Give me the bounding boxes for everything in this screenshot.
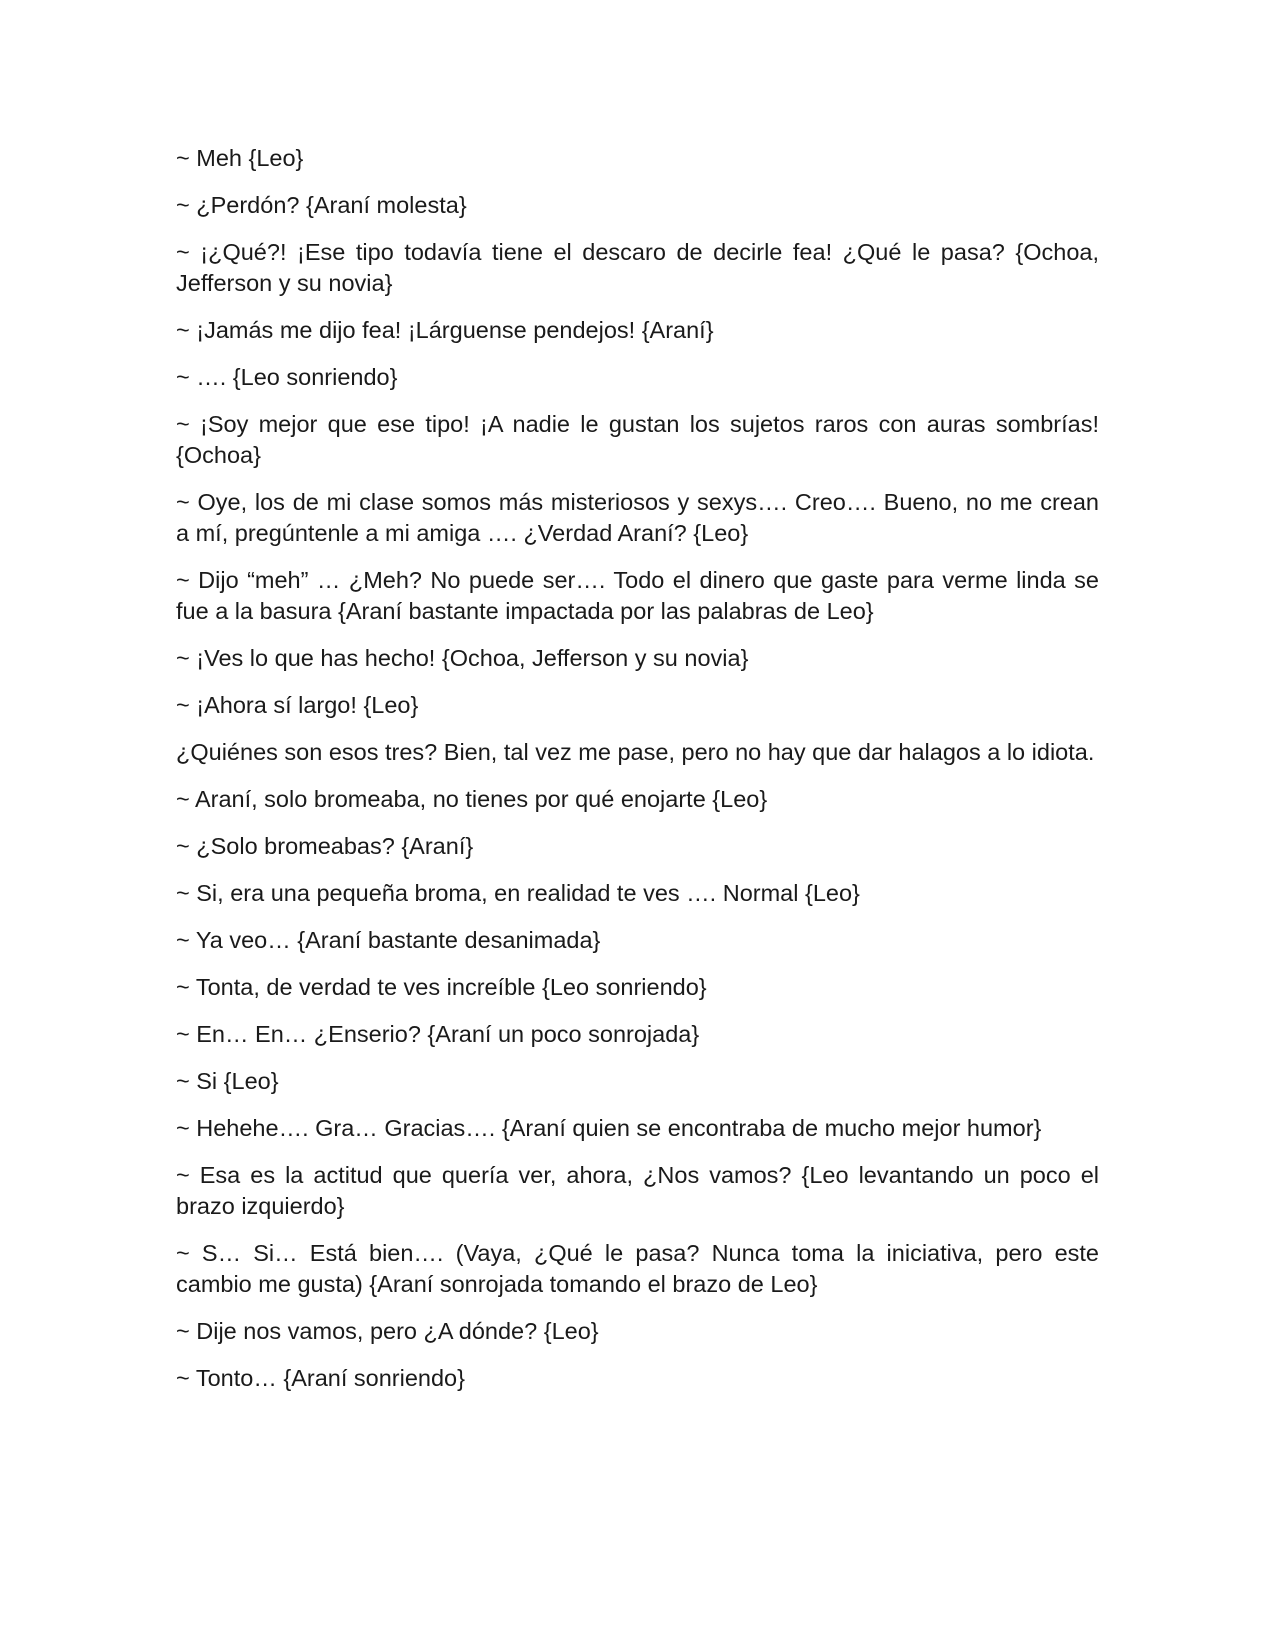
narration-paragraph: ¿Quiénes son esos tres? Bien, tal vez me pase, pero no hay que dar halagos a lo idiota. [176,739,1095,765]
dialogue-line: ~ Araní, solo bromeaba, no tienes por qué enojarte {Leo} [176,786,768,812]
dialogue-line: ~ Ya veo… {Araní bastante desanimada} [176,927,601,953]
dialogue-line: ~ Hehehe…. Gra… Gracias…. {Araní quien se encontraba de mucho mejor humor} [176,1115,1042,1141]
dialogue-line: ~ ¡Soy mejor que ese tipo! ¡A nadie le gustan los sujetos raros con auras sombrías! {Ochoa} [176,411,1099,468]
dialogue-line: ~ Esa es la actitud que quería ver, ahora, ¿Nos vamos? {Leo levantando un poco el brazo izquierdo} [176,1162,1099,1219]
dialogue-line: ~ Dijo “meh” … ¿Meh? No puede ser…. Todo el dinero que gaste para verme linda se fue a la basura {Araní bastante impactada por las palabras de Leo} [176,567,1099,624]
dialogue-line: ~ Si {Leo} [176,1068,279,1094]
dialogue-line: ~ En… En… ¿Enserio? {Araní un poco sonrojada} [176,1021,700,1047]
dialogue-line: ~ ¿Solo bromeabas? {Araní} [176,833,474,859]
dialogue-line: ~ Tonto… {Araní sonriendo} [176,1365,465,1391]
dialogue-line: ~ Oye, los de mi clase somos más misteriosos y sexys…. Creo…. Bueno, no me crean a mí, pregúntenle a mi amiga …. ¿Verdad Araní? {Leo} [176,489,1099,546]
dialogue-line: ~ S… Si… Está bien…. (Vaya, ¿Qué le pasa? Nunca toma la iniciativa, pero este cambio me gusta) {Araní sonrojada tomando el brazo de Leo} [176,1240,1099,1297]
dialogue-line: ~ ¡Ahora sí largo! {Leo} [176,692,419,718]
dialogue-line: ~ ¿Perdón? {Araní molesta} [176,192,467,218]
dialogue-line: ~ …. {Leo sonriendo} [176,364,398,390]
dialogue-line: ~ ¡¿Qué?! ¡Ese tipo todavía tiene el descaro de decirle fea! ¿Qué le pasa? {Ochoa, Jefferson y su novia} [176,239,1099,296]
dialogue-line: ~ ¡Jamás me dijo fea! ¡Lárguense pendejos! {Araní} [176,317,714,343]
dialogue-line: ~ Tonta, de verdad te ves increíble {Leo sonriendo} [176,974,707,1000]
dialogue-line: ~ ¡Ves lo que has hecho! {Ochoa, Jefferson y su novia} [176,645,749,671]
document-body [176,143,1099,1410]
dialogue-line: ~ Meh {Leo} [176,145,304,171]
dialogue-line: ~ Si, era una pequeña broma, en realidad te ves …. Normal {Leo} [176,880,860,906]
dialogue-line: ~ Dije nos vamos, pero ¿A dónde? {Leo} [176,1318,599,1344]
